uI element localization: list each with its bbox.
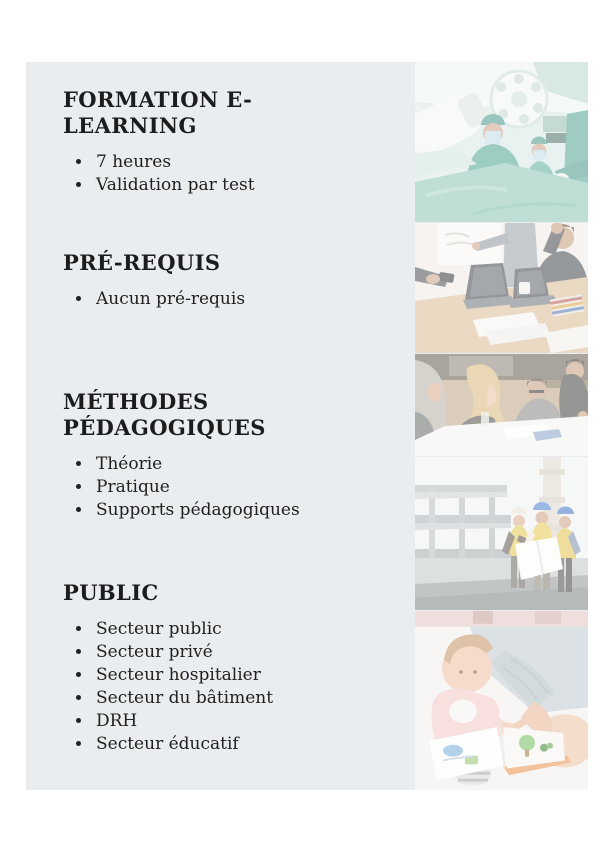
operating-room-illustration <box>415 62 588 222</box>
list-item: • Supports pédagogiques <box>93 499 403 522</box>
operating-room-photo <box>415 62 588 222</box>
list-item: • DRH <box>93 710 403 733</box>
section-formation-elearning <box>63 87 403 197</box>
list-item: • Secteur privé <box>93 641 403 664</box>
section-title: FORMATION E-LEARNING <box>63 87 253 138</box>
training-session-photo <box>415 354 588 456</box>
section-title: MÉTHODES PÉDAGOGIQUES <box>63 389 266 440</box>
bullet-list <box>63 618 403 756</box>
meeting-room-illustration <box>415 223 588 353</box>
list-item: • Secteur hospitalier <box>93 664 403 687</box>
text-column <box>63 62 403 756</box>
photo-column <box>415 62 588 790</box>
section-methodes-pedagogiques <box>63 389 403 522</box>
list-item: • Pratique <box>93 476 403 499</box>
list-item: • Secteur public <box>93 618 403 641</box>
list-item: • 7 heures <box>93 151 403 174</box>
bullet-list <box>63 151 403 197</box>
construction-site-illustration <box>415 457 588 610</box>
bullet-list <box>63 453 403 522</box>
section-public <box>63 580 403 756</box>
list-item: • Aucun pré-requis <box>93 288 403 311</box>
section-title: PRÉ-REQUIS <box>63 250 221 275</box>
list-item: • Secteur du bâtiment <box>93 687 403 710</box>
construction-site-photo <box>415 457 588 610</box>
training-session-illustration <box>415 354 588 456</box>
bullet-list <box>63 288 403 311</box>
list-item: • Théorie <box>93 453 403 476</box>
baby-reading-photo <box>415 611 588 790</box>
info-panel <box>26 62 588 790</box>
meeting-room-photo <box>415 223 588 353</box>
list-item: • Secteur éducatif <box>93 733 403 756</box>
section-title: PUBLIC <box>63 580 159 605</box>
section-pre-requis <box>63 250 403 311</box>
baby-reading-illustration <box>415 611 588 790</box>
list-item: • Validation par test <box>93 174 403 197</box>
